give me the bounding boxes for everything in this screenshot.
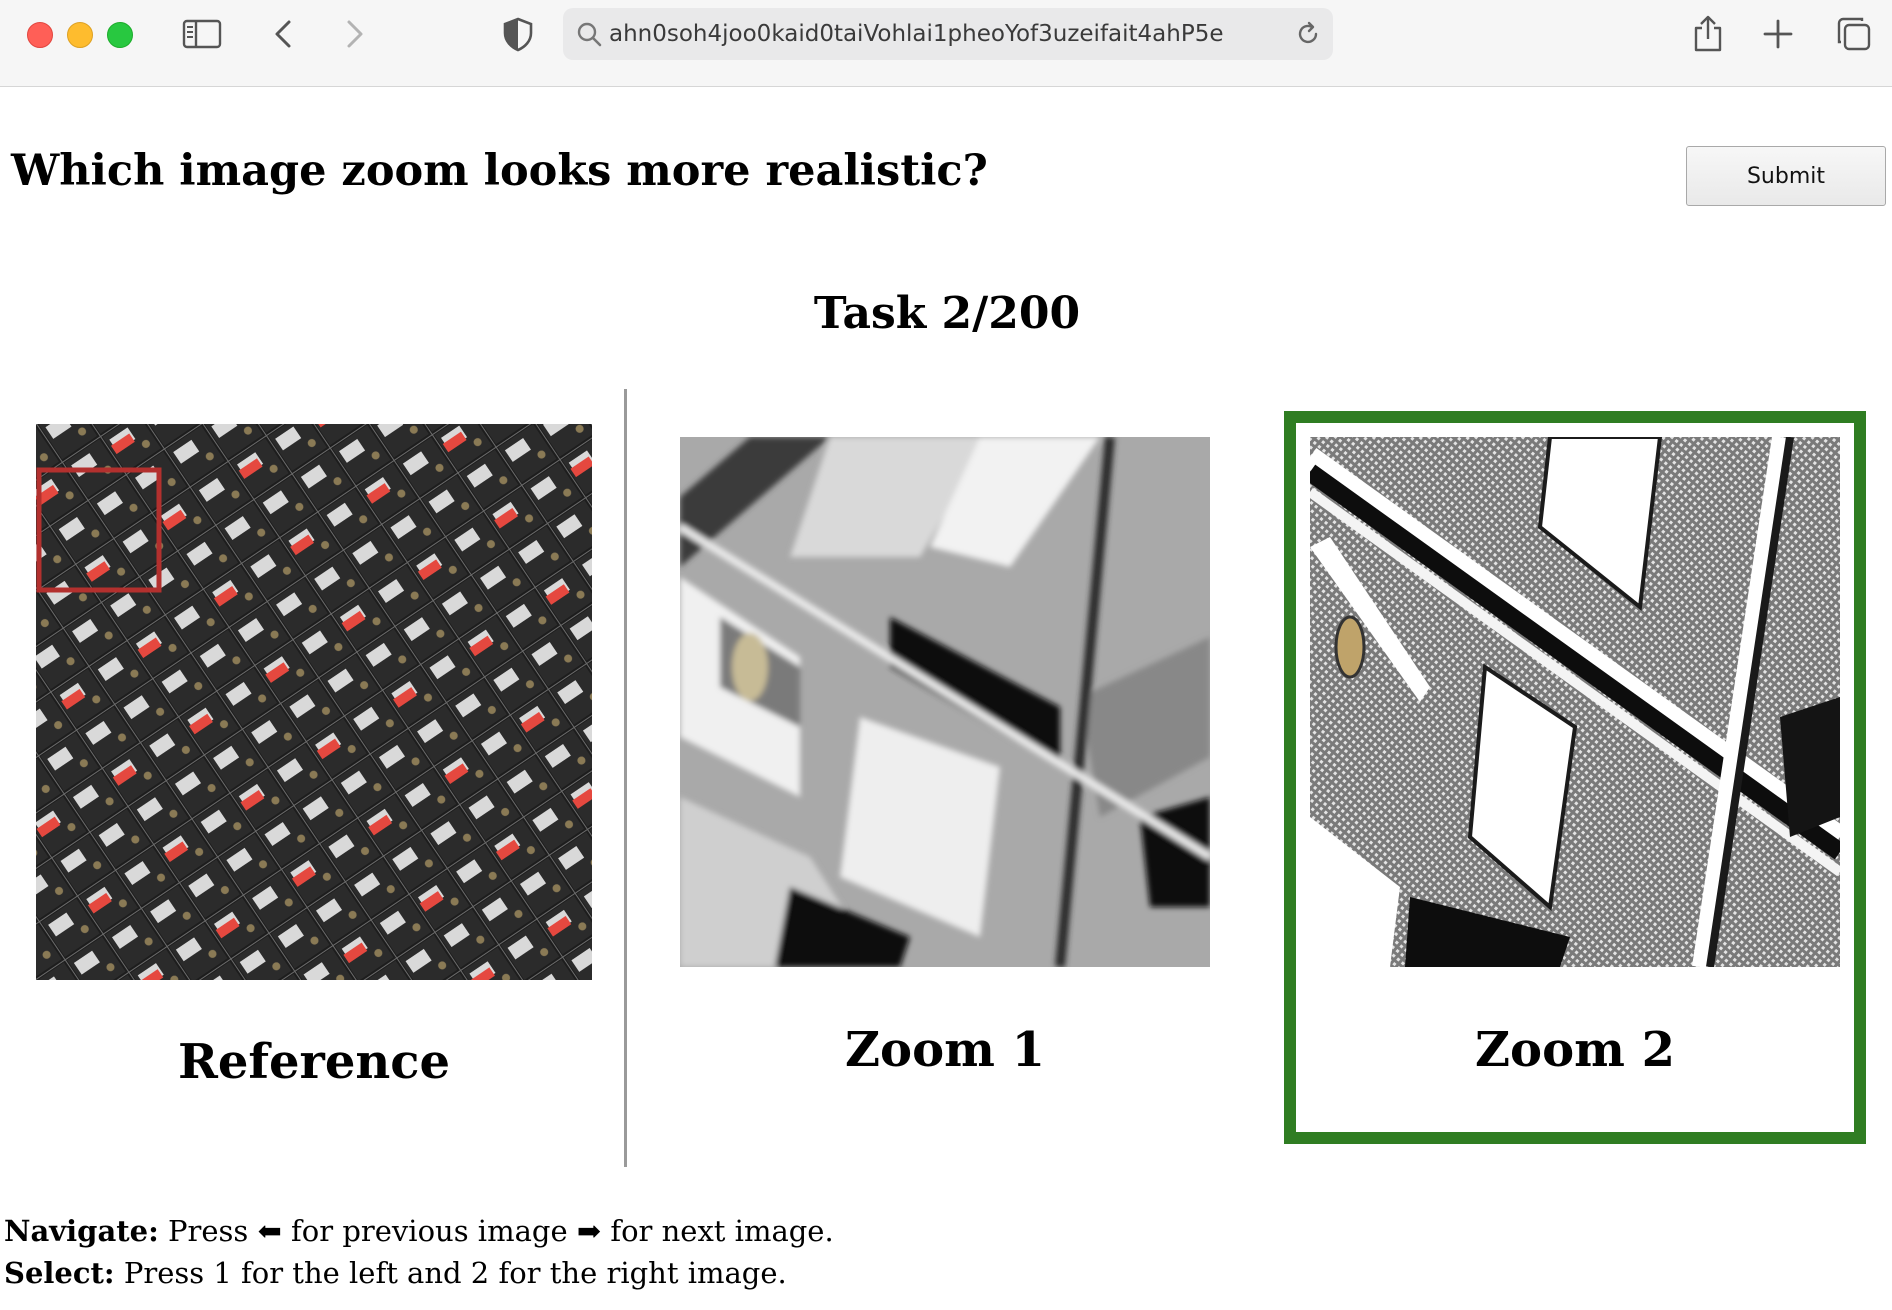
zoom2-picture — [1310, 437, 1840, 967]
reference-caption: Reference — [177, 1034, 451, 1090]
zoom1-image[interactable] — [680, 437, 1210, 967]
zoom2-image[interactable] — [1310, 437, 1840, 967]
zoom-window-button[interactable] — [107, 22, 133, 48]
select-help — [4, 1256, 787, 1290]
divider — [624, 389, 627, 1167]
zoom1-caption: Zoom 1 — [845, 1022, 1045, 1078]
navigate-label: Navigate: — [4, 1214, 159, 1248]
close-window-button[interactable] — [27, 22, 53, 48]
reload-icon[interactable] — [1293, 19, 1323, 49]
submit-button[interactable]: Submit — [1686, 146, 1886, 206]
forward-icon[interactable] — [334, 14, 374, 54]
shield-icon[interactable] — [498, 14, 538, 54]
address-bar[interactable] — [563, 8, 1333, 60]
search-icon — [575, 20, 603, 48]
select-label: Select: — [4, 1256, 115, 1290]
sidebar-icon[interactable] — [182, 14, 222, 54]
select-text: Press 1 for the left and 2 for the right image. — [114, 1256, 787, 1290]
minimize-window-button[interactable] — [67, 22, 93, 48]
tabs-overview-icon[interactable] — [1834, 14, 1874, 54]
new-tab-icon[interactable] — [1758, 14, 1798, 54]
url-text[interactable]: ahn0soh4joo0kaid0taiVohlai1pheoYof3uzeifait4ahP5e — [609, 21, 1224, 47]
back-icon[interactable] — [264, 14, 304, 54]
reference-image[interactable] — [36, 424, 592, 980]
navigate-text: Press ⬅ for previous image ➡ for next image. — [158, 1214, 834, 1248]
task-counter: Task 2/200 — [813, 288, 1081, 339]
page-title: Which image zoom looks more realistic? — [11, 146, 988, 196]
share-icon[interactable] — [1688, 14, 1728, 54]
reference-mailboxes-picture — [36, 424, 592, 980]
navigate-help — [4, 1214, 834, 1248]
zoom1-picture — [680, 437, 1210, 967]
zoom2-caption: Zoom 2 — [1475, 1022, 1675, 1078]
browser-toolbar — [0, 0, 1892, 87]
